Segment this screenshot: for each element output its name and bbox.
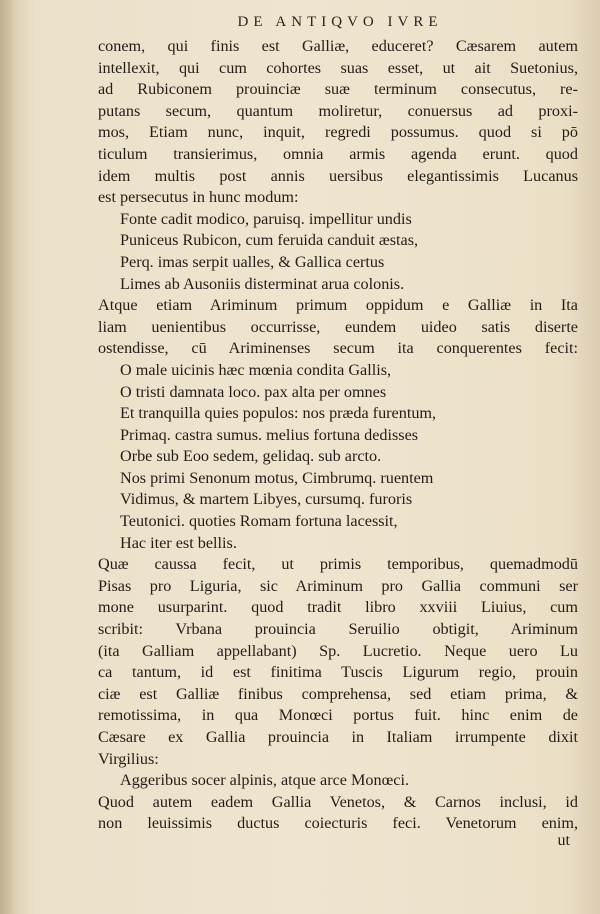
prose-line: Pisas pro Liguria, sic Ariminum pro Gallia communi ser — [98, 576, 578, 595]
prose-line: putans secum, quantum moliretur, conuersus ad proxi- — [98, 101, 578, 120]
verse-line: Aggeribus socer alpinis, atque arce Monœci. — [120, 771, 410, 790]
verse-line: Vidimus, & martem Libyes, cursumq. furoris — [120, 490, 413, 509]
prose-line: liam uenientibus occurrisse, eundem uideo satis diserte — [98, 317, 578, 336]
verse-line: O male uicinis hæc mœnia condita Gallis, — [120, 360, 392, 379]
prose-line: ca tantum, id est finitima Tuscis Ligurum regio, prouin — [98, 663, 578, 682]
prose-line: Cæsare ex Gallia prouincia in Italiam irrumpente dixit — [98, 728, 578, 746]
verse-line: Limes ab Ausoniis disterminat arua colonis. — [120, 274, 405, 293]
prose-line: remotissima, in qua Monœci portus fuit. hinc enim de — [98, 706, 578, 725]
prose-line: Quod autem eadem Gallia Venetos, & Carnos inclusi, id — [98, 792, 578, 811]
verse-line: Fonte cadit modico, paruisq. impellitur undis — [120, 209, 412, 228]
gutter-shadow — [0, 0, 18, 914]
catchword: ut — [557, 832, 570, 849]
prose-line: ostendisse, cū Ariminenses secum ita conquerentes fecit: — [98, 339, 578, 358]
verse-line: Orbe sub Eoo sedem, gelidaq. sub arcto. — [120, 447, 382, 466]
prose-line: ciæ est Galliæ finibus comprehensa, sed etiam prima, & — [98, 684, 578, 703]
running-head: DE ANTIQVO IVRE — [237, 14, 443, 30]
prose-line: Quæ caussa fecit, ut primis temporibus, quemadmodū — [98, 555, 578, 574]
prose-line: non leuissimis ductus coiecturis feci. Venetorum enim, — [98, 814, 578, 833]
prose-line: scribit: Vrbana prouincia Seruilio obtigit, Ariminum — [98, 620, 578, 639]
verse-line: Perq. imas serpit ualles, & Gallica certus — [120, 252, 385, 271]
prose-line: mos, Etiam nunc, inquit, regredi possumus. quod si pō — [98, 123, 578, 142]
prose-line: Virgilius: — [98, 749, 159, 768]
prose-line: est persecutus in hunc modum: — [98, 188, 299, 207]
prose-line: intellexit, qui cum cohortes suas esset, ut ait Suetonius, — [98, 58, 578, 77]
verse-line: Nos primi Senonum motus, Cimbrumq. ruentem — [120, 468, 434, 487]
prose-line: idem multis post annis uersibus elegantissimis Lucanus — [98, 166, 578, 185]
verse-line: Primaq. castra sumus. melius fortuna dedisses — [120, 425, 419, 444]
prose-line: mone usurparint. quod tradit libro xxviii Liuius, cum — [98, 598, 578, 617]
verse-line: O tristi damnata loco. pax alta per omnes — [120, 382, 387, 401]
verse-line: Et tranquilla quies populos: nos præda furentum, — [120, 404, 437, 423]
prose-line: ticulum transierimus, omnia armis agenda erunt. quod — [98, 144, 578, 163]
verse-line: Teutonici. quoties Romam fortuna lacessit, — [120, 512, 398, 531]
body-text — [98, 36, 578, 835]
prose-line: Atque etiam Ariminum primum oppidum e Galliæ in Ita — [98, 296, 578, 315]
prose-line: conem, qui finis est Galliæ, educeret? Cæsarem autem — [98, 37, 578, 55]
verse-line: Hac iter est bellis. — [120, 533, 237, 552]
verse-line: Puniceus Rubicon, cum feruida canduit æstas, — [120, 231, 419, 250]
prose-line: ad Rubiconem prouinciæ suæ terminum consecutus, re- — [98, 80, 578, 99]
prose-line: (ita Galliam appellabant) Sp. Lucretio. Neque uero Lu — [98, 641, 578, 660]
